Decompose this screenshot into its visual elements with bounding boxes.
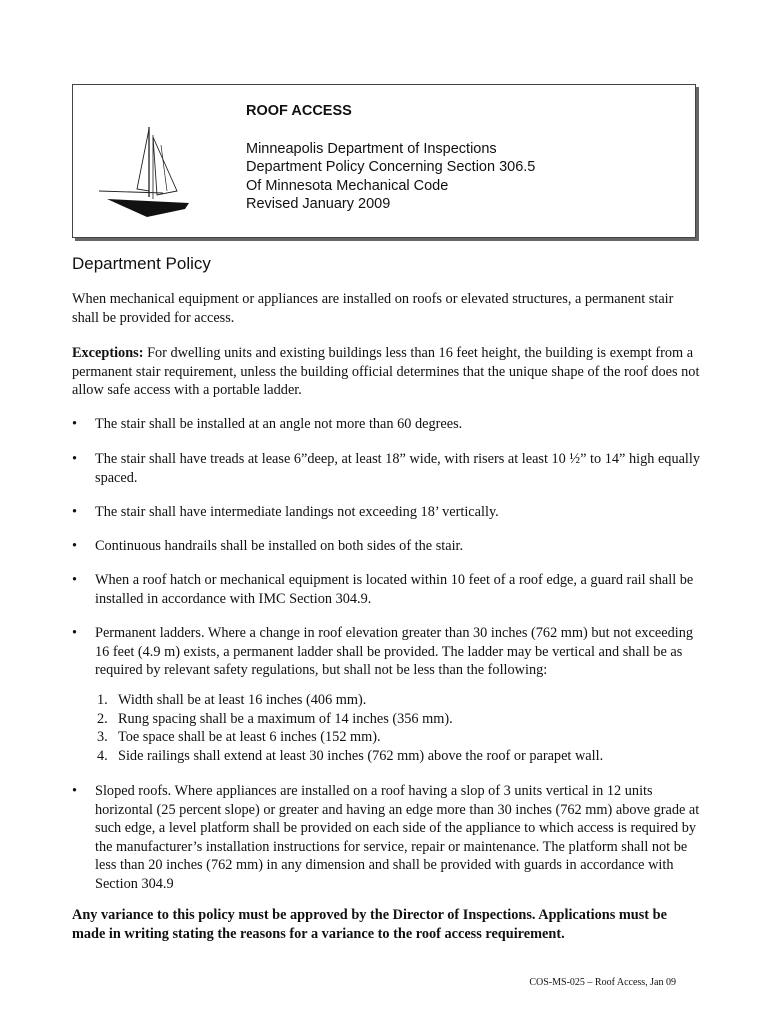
numbered-item [97, 747, 603, 766]
bullet-item [72, 571, 702, 608]
bullet-text: The stair shall be installed at an angle not more than 60 degrees. [95, 416, 463, 432]
bullet-item [72, 415, 702, 434]
sailboat-logo-icon [97, 125, 217, 221]
exceptions-text: For dwelling units and existing buildings less than 16 feet height, the building is exempt from a permanent stair requirement, unless the building official determines that the unique shape of the roof does not allow safe access with a portable ladder. [72, 345, 700, 398]
header-line: Revised January 2009 [246, 196, 391, 212]
bullet-item [72, 624, 702, 680]
bullet-item [72, 782, 702, 893]
item-number: 4. [97, 747, 108, 764]
bullet-item [72, 450, 702, 487]
header-title: ROOF ACCESS [246, 103, 352, 119]
item-number: 1. [97, 692, 108, 708]
bullet-icon: • [72, 451, 78, 467]
item-number: 3. [97, 729, 108, 745]
intro-paragraph: When mechanical equipment or appliances are installed on roofs or elevated structures, a permanent stair shall be provided for access. [72, 291, 674, 326]
bullet-text: Permanent ladders. Where a change in roof elevation greater than 30 inches (762 mm) but not exceeding 16 feet (4.9 m) exists, a permanent ladder shall be provided. The ladder may be vertical and shall be as required by relevant safety regulations, but shall not be less than the following: [95, 625, 693, 678]
bullet-item [72, 503, 702, 522]
exceptions-label: Exceptions: [72, 345, 144, 361]
bullet-icon: • [72, 416, 78, 432]
exceptions-paragraph [72, 344, 702, 400]
variance-notice: Any variance to this policy must be approved by the Director of Inspections. Applications must be made in writing stating the reasons for a variance to the roof access requirement. [72, 907, 667, 942]
item-text: Width shall be at least 16 inches (406 mm). [118, 692, 367, 708]
section-title: Department Policy [72, 254, 211, 273]
header-line: Of Minnesota Mechanical Code [246, 177, 449, 194]
header-box [72, 84, 696, 238]
bullet-text: The stair shall have treads at lease 6”deep, at least 18” wide, with risers at least 10 ½” to 14” high equally spaced. [95, 451, 701, 486]
header-line: Department Policy Concerning Section 306.5 [246, 159, 536, 175]
numbered-item [97, 691, 366, 710]
bullet-icon: • [72, 538, 78, 554]
item-text: Rung spacing shall be a maximum of 14 inches (356 mm). [118, 710, 453, 727]
item-number: 2. [97, 710, 108, 727]
bullet-text: Sloped roofs. Where appliances are installed on a roof having a slop of 3 units vertical in 12 units horizontal (25 percent slope) or greater and having an edge more than 30 inches (762 mm) above grade at such edge, a level platform shall be provided on each side of the appliance to which access is required by the manufacturer’s installation instructions for service, repair or maintenance. The platform shall not be less than 20 inches (762 mm) in any dimension and shall be provided with guards in accordance with Section 304.9 [95, 783, 700, 892]
numbered-item [97, 710, 453, 729]
bullet-icon: • [72, 504, 78, 520]
header-line: Minneapolis Department of Inspections [246, 140, 497, 157]
bullet-text: The stair shall have intermediate landings not exceeding 18’ vertically. [95, 504, 499, 520]
bullet-icon: • [72, 783, 78, 799]
header-text [246, 102, 535, 214]
item-text: Toe space shall be at least 6 inches (152 mm). [118, 729, 381, 745]
bullet-text: Continuous handrails shall be installed on both sides of the stair. [95, 538, 464, 554]
numbered-item [97, 728, 381, 747]
bullet-text: When a roof hatch or mechanical equipment is located within 10 feet of a roof edge, a guard rail shall be installed in accordance with IMC Section 304.9. [95, 572, 694, 607]
bullet-icon: • [72, 625, 78, 641]
footer-doc-id: COS-MS-025 – Roof Access, Jan 09 [529, 977, 676, 988]
bullet-icon: • [72, 572, 78, 588]
item-text: Side railings shall extend at least 30 inches (762 mm) above the roof or parapet wall. [118, 747, 604, 764]
bullet-item [72, 537, 702, 556]
